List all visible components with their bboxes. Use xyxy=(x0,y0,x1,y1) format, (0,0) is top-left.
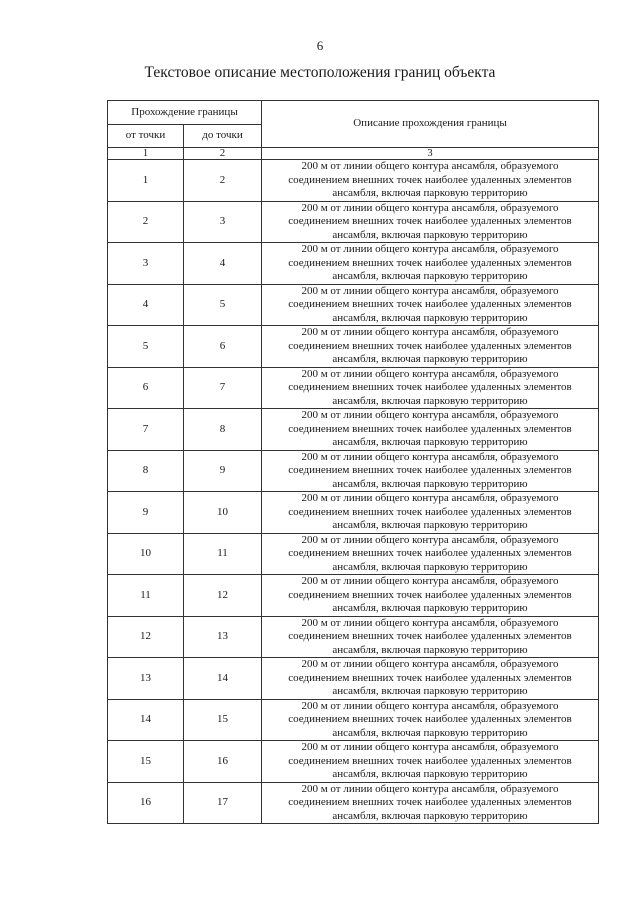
table-row xyxy=(108,699,599,741)
from-point-cell: 16 xyxy=(108,782,184,824)
table-row xyxy=(108,409,599,451)
from-point-cell: 6 xyxy=(108,367,184,409)
to-point-cell: 15 xyxy=(184,699,262,741)
description-line: ансамбля, включая парковую территорию xyxy=(332,768,528,780)
to-point-cell: 4 xyxy=(184,243,262,285)
to-point-cell: 13 xyxy=(184,616,262,658)
description-cell xyxy=(262,575,599,617)
description-line: 200 м от линии общего контура ансамбля, образуемого xyxy=(301,450,559,463)
description-cell xyxy=(262,492,599,534)
description-cell xyxy=(262,533,599,575)
description-line: ансамбля, включая парковую территорию xyxy=(332,643,528,656)
description-cell xyxy=(262,658,599,700)
description-cell xyxy=(262,201,599,243)
table-row xyxy=(108,533,599,575)
description-line: 200 м от линии общего контура ансамбля, образуемого xyxy=(301,284,559,297)
description-cell xyxy=(262,782,599,824)
header-description: Описание прохождения границы xyxy=(262,101,599,148)
description-cell xyxy=(262,699,599,741)
to-point-cell: 3 xyxy=(184,201,262,243)
description-line: 200 м от линии общего контура ансамбля, образуемого xyxy=(301,201,559,214)
description-cell xyxy=(262,741,599,783)
to-point-cell: 6 xyxy=(184,326,262,368)
from-point-cell: 15 xyxy=(108,741,184,783)
description-line: ансамбля, включая парковую территорию xyxy=(332,394,528,407)
description-cell xyxy=(262,409,599,451)
description-cell xyxy=(262,616,599,658)
description-line: соединением внешних точек наиболее удаленных элементов xyxy=(288,630,572,642)
description-line: соединением внешних точек наиболее удаленных элементов xyxy=(288,339,572,352)
table-row xyxy=(108,782,599,824)
page-number: 6 xyxy=(316,38,324,53)
table-row xyxy=(108,243,599,285)
description-line: ансамбля, включая парковую территорию xyxy=(332,809,528,822)
description-line: соединением внешних точек наиболее удаленных элементов xyxy=(288,588,572,601)
description-line: ансамбля, включая парковую территорию xyxy=(332,311,528,324)
description-line: 200 м от линии общего контура ансамбля, образуемого xyxy=(301,160,559,172)
description-line: соединением внешних точек наиболее удаленных элементов xyxy=(288,464,572,476)
from-point-cell: 3 xyxy=(108,243,184,285)
table-row xyxy=(108,201,599,243)
from-point-cell: 4 xyxy=(108,284,184,326)
to-point-cell: 17 xyxy=(184,782,262,824)
to-point-cell: 16 xyxy=(184,741,262,783)
page-title: Текстовое описание местоположения границ объекта xyxy=(144,64,496,81)
description-line: ансамбля, включая парковую территорию xyxy=(332,602,528,614)
description-line: 200 м от линии общего контура ансамбля, образуемого xyxy=(301,575,559,587)
description-line: 200 м от линии общего контура ансамбля, образуемого xyxy=(301,409,559,421)
to-point-cell: 10 xyxy=(184,492,262,534)
description-line: соединением внешних точек наиболее удаленных элементов xyxy=(288,173,572,186)
to-point-cell: 14 xyxy=(184,658,262,700)
to-point-cell: 2 xyxy=(184,160,262,202)
description-cell xyxy=(262,243,599,285)
to-point-cell: 11 xyxy=(184,533,262,575)
table-row xyxy=(108,284,599,326)
description-line: ансамбля, включая парковую территорию xyxy=(332,685,528,697)
description-line: соединением внешних точек наиболее удаленных элементов xyxy=(288,256,572,269)
to-point-cell: 5 xyxy=(184,284,262,326)
description-line: ансамбля, включая парковую территорию xyxy=(332,187,528,199)
header-row-numbers xyxy=(108,148,599,160)
table-row xyxy=(108,367,599,409)
description-line: 200 м от линии общего контура ансамбля, образуемого xyxy=(301,492,559,504)
from-point-cell: 8 xyxy=(108,450,184,492)
header-to-point: до точки xyxy=(184,125,262,148)
description-line: 200 м от линии общего контура ансамбля, образуемого xyxy=(301,658,559,670)
description-line: соединением внешних точек наиболее удаленных элементов xyxy=(288,754,572,767)
from-point-cell: 1 xyxy=(108,160,184,202)
from-point-cell: 2 xyxy=(108,201,184,243)
to-point-cell: 12 xyxy=(184,575,262,617)
table-row xyxy=(108,326,599,368)
description-line: 200 м от линии общего контура ансамбля, образуемого xyxy=(301,243,559,255)
description-line: ансамбля, включая парковую территорию xyxy=(332,270,528,282)
description-line: соединением внешних точек наиболее удаленных элементов xyxy=(288,298,572,310)
from-point-cell: 5 xyxy=(108,326,184,368)
boundary-table-body xyxy=(108,101,599,824)
description-line: 200 м от линии общего контура ансамбля, образуемого xyxy=(301,741,559,753)
description-line: соединением внешних точек наиболее удаленных элементов xyxy=(288,422,572,435)
from-point-cell: 7 xyxy=(108,409,184,451)
description-line: соединением внешних точек наиболее удаленных элементов xyxy=(288,215,572,227)
to-point-cell: 9 xyxy=(184,450,262,492)
from-point-cell: 10 xyxy=(108,533,184,575)
column-number-2: 2 xyxy=(184,148,262,160)
description-line: ансамбля, включая парковую территорию xyxy=(332,726,528,739)
column-number-1: 1 xyxy=(108,148,184,160)
description-line: ансамбля, включая парковую территорию xyxy=(332,560,528,573)
table-row xyxy=(108,450,599,492)
boundary-table xyxy=(107,100,599,824)
description-line: 200 м от линии общего контура ансамбля, образуемого xyxy=(301,616,559,629)
description-cell xyxy=(262,284,599,326)
to-point-cell: 7 xyxy=(184,367,262,409)
description-line: 200 м от линии общего контура ансамбля, образуемого xyxy=(301,533,559,546)
description-line: 200 м от линии общего контура ансамбля, образуемого xyxy=(301,326,559,338)
column-number-3: 3 xyxy=(262,148,599,160)
table-row xyxy=(108,616,599,658)
from-point-cell: 13 xyxy=(108,658,184,700)
from-point-cell: 12 xyxy=(108,616,184,658)
description-cell xyxy=(262,450,599,492)
header-row-group xyxy=(108,101,599,125)
description-line: ансамбля, включая парковую территорию xyxy=(332,353,528,365)
table-row xyxy=(108,741,599,783)
table-row xyxy=(108,658,599,700)
description-line: ансамбля, включая парковую территорию xyxy=(332,436,528,448)
description-line: соединением внешних точек наиболее удаленных элементов xyxy=(288,713,572,725)
to-point-cell: 8 xyxy=(184,409,262,451)
header-boundary-passage: Прохождение границы xyxy=(108,101,262,125)
description-line: 200 м от линии общего контура ансамбля, образуемого xyxy=(301,699,559,712)
description-cell xyxy=(262,326,599,368)
description-line: соединением внешних точек наиболее удаленных элементов xyxy=(288,381,572,393)
description-line: соединением внешних точек наиболее удаленных элементов xyxy=(288,796,572,808)
table-row xyxy=(108,160,599,202)
description-line: ансамбля, включая парковую территорию xyxy=(332,519,528,531)
table-row xyxy=(108,492,599,534)
from-point-cell: 11 xyxy=(108,575,184,617)
table-row xyxy=(108,575,599,617)
header-from-point: от точки xyxy=(108,125,184,148)
description-line: соединением внешних точек наиболее удаленных элементов xyxy=(288,547,572,559)
description-line: соединением внешних точек наиболее удаленных элементов xyxy=(288,505,572,518)
description-cell xyxy=(262,160,599,202)
description-line: ансамбля, включая парковую территорию xyxy=(332,477,528,490)
description-line: соединением внешних точек наиболее удаленных элементов xyxy=(288,671,572,684)
description-line: 200 м от линии общего контура ансамбля, образуемого xyxy=(301,367,559,380)
from-point-cell: 9 xyxy=(108,492,184,534)
from-point-cell: 14 xyxy=(108,699,184,741)
description-line: ансамбля, включая парковую территорию xyxy=(332,228,528,241)
description-cell xyxy=(262,367,599,409)
description-line: 200 м от линии общего контура ансамбля, образуемого xyxy=(301,782,559,795)
